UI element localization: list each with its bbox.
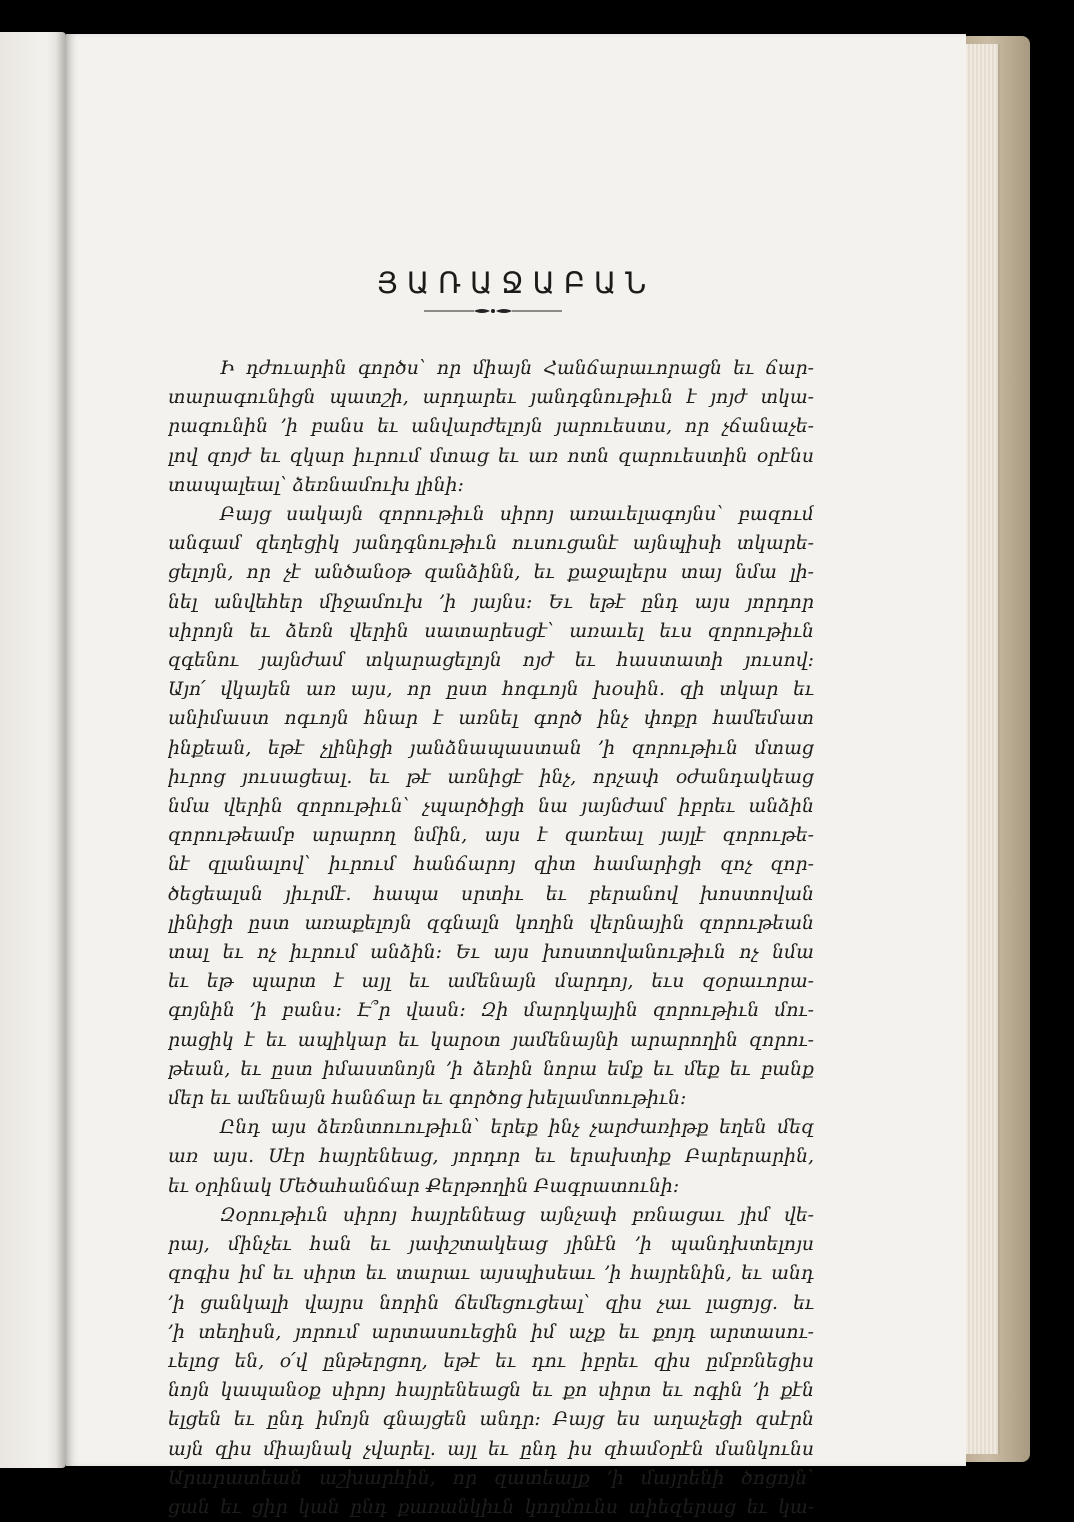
title-ornament-divider bbox=[424, 306, 562, 316]
text-line: թեան, եւ ըստ իմաստնոյն ՚ի ձեռին նորա եմք եւ մեք եւ բանք bbox=[168, 1058, 814, 1080]
text-line: Բայց սակայն զորութիւն սիրոյ առաւելագոյնս՝ բազում bbox=[220, 504, 814, 526]
text-line: րացիկ է եւ ապիկար եւ կարօտ յամենայնի արարողին զորու- bbox=[168, 1029, 814, 1051]
text-line: ծեցեալսն յիւրմէ. հապա սրտիւ եւ բերանով խոստովան bbox=[168, 883, 814, 905]
text-line: զգենու յայնժամ տկարացելոյն ոյժ եւ հաստատի յուսով: bbox=[168, 650, 814, 672]
page-block-edges bbox=[962, 44, 1000, 1454]
text-line: ցելոյն, որ չէ անծանօթ զանձինն, եւ քաջալերս տայ նմա լի- bbox=[168, 562, 814, 584]
text-line: մեր եւ ամենայն հանճար եւ գործոց խելամտութիւն: bbox=[168, 1088, 687, 1110]
text-line: ելցեն եւ ընդ իմոյն գնայցեն անդր: Բայց ես աղաչեցի զսէրն bbox=[168, 1409, 814, 1431]
book-page bbox=[66, 34, 966, 1518]
text-line: Ընդ այս ձեռնտուութիւն՝ երեք ինչ չարժառիթք եղեն մեզ bbox=[220, 1117, 814, 1139]
text-line: նմա վերին զորութիւն՝ չպարծիցի նա յայնժամ իբրեւ անձին bbox=[168, 796, 814, 818]
text-line: եւ օրինակ Մեծահանճար Քերթողին Բագրատունի: bbox=[168, 1175, 680, 1197]
text-line: Արարատեան աշխարհին, որ զատեալք ՚ի մայրենի ծոցոյն՝ bbox=[168, 1467, 814, 1489]
text-line: ւելոց են, օ՛վ ընթերցող, եթէ եւ դու իբրեւ զիս ըմբռնեցիս bbox=[168, 1350, 814, 1372]
body-text bbox=[168, 354, 814, 1522]
text-line: ՚ի տեղիսն, յորում արտասուեցին իմ աչք եւ քոյդ արտասու- bbox=[168, 1321, 814, 1343]
text-line: եւ եթ պարտ է այլ եւ ամենայն մարդոյ, եւս զօրաւորա- bbox=[168, 971, 814, 993]
text-line: իւրոց յուսացեալ. եւ թէ առնիցէ ինչ, որչափ օժանդակեաց bbox=[168, 766, 814, 788]
text-line: րագունին ՚ի բանս եւ անվարժելոյն յարուեստս, որ չճանաչե- bbox=[168, 416, 814, 438]
text-line: նոյն կապանօք սիրոյ հայրենեացն եւ քո սիրտ եւ ոգին ՚ի քէն bbox=[168, 1380, 814, 1402]
text-line: սիրոյն եւ ձեռն վերին սատարեսցէ՝ առաւել եւս զորութիւն bbox=[168, 620, 814, 642]
text-line: գոյնին ՚ի բանս: Է՞ր վասն: Զի մարդկային զորութիւն մու- bbox=[168, 1000, 814, 1022]
text-line: տապալեալ՝ ձեռնամուխ լինի: bbox=[168, 474, 464, 496]
text-line: անգամ զեղեցիկ յանդգնութիւն ուսուցանէ այնպիսի տկարե- bbox=[168, 533, 814, 555]
text-line: առ այս. Սէր հայրենեաց, յորդոր եւ երախտիք Բարերարին, bbox=[168, 1146, 814, 1168]
text-line: լինիցի ըստ առաքելոյն զգնալն կողին վերնային զորութեան bbox=[168, 912, 814, 934]
text-line: տարագունիցն պատշի, արդարեւ յանդգնութիւն է յոյժ տկա- bbox=[168, 387, 814, 409]
text-line: այն զիս միայնակ չվարել. այլ եւ ընդ իս զհամօրէն մանկունս bbox=[168, 1438, 814, 1460]
text-line: անիմաստ ոգւոյն հնար է առնել գործ ինչ փոքր համեմատ bbox=[168, 708, 814, 730]
text-line: Զօրութիւն սիրոյ հայրենեաց այնչափ բռնացաւ յիմ վե- bbox=[220, 1204, 814, 1226]
text-line: ինքեան, եթէ չլինիցի յանձնապաստան ՚ի զորութիւն մտաց bbox=[168, 737, 814, 759]
text-line: նել անվեհեր միջամուխ ՚ի յայնս: Եւ եթէ ընդ այս յորդոր bbox=[168, 591, 814, 613]
text-line: րայ, մինչեւ հան եւ յափշտակեաց յինէն ՚ի պանդխտելոյս bbox=[168, 1234, 814, 1256]
page-title: ՅԱՌԱՋԱԲԱՆ bbox=[376, 266, 656, 300]
text-line: Այո՛ վկայեն առ այս, որ ըստ հոգւոյն խօսին. զի տկար եւ bbox=[168, 679, 814, 701]
text-line: ցան եւ ցիր կան ընդ քառանկիւն կողմունս տիեզերաց եւ կա- bbox=[168, 1496, 814, 1518]
text-line: լով զոյժ եւ զկար իւրում մտաց եւ առ ոտն զարուեստին օրէնս bbox=[168, 445, 814, 467]
text-line: տալ եւ ոչ իւրում անձին: Եւ այս խոստովանութիւն ոչ նմա bbox=[168, 942, 814, 964]
text-line: Ի դժուարին գործս՝ որ միայն Հանճարաւորացն եւ ճար- bbox=[220, 358, 814, 379]
text-line: զորութեամբ արարող նմին, այս է զառեալ յայլէ զորութե- bbox=[168, 825, 814, 847]
text-line: նէ զլանալով՝ իւրում հանճարոյ զիտ համարիցի զոչ զոր- bbox=[168, 854, 814, 876]
text-line: ՚ի ցանկալի վայրս նորին ճեմեցուցեալ՝ զիս չաւ լացոյց. եւ bbox=[168, 1292, 814, 1314]
text-line: զոգիս իմ եւ սիրտ եւ տարաւ այսպիսեաւ ՚ի հայրենին, եւ անդ bbox=[168, 1263, 814, 1285]
